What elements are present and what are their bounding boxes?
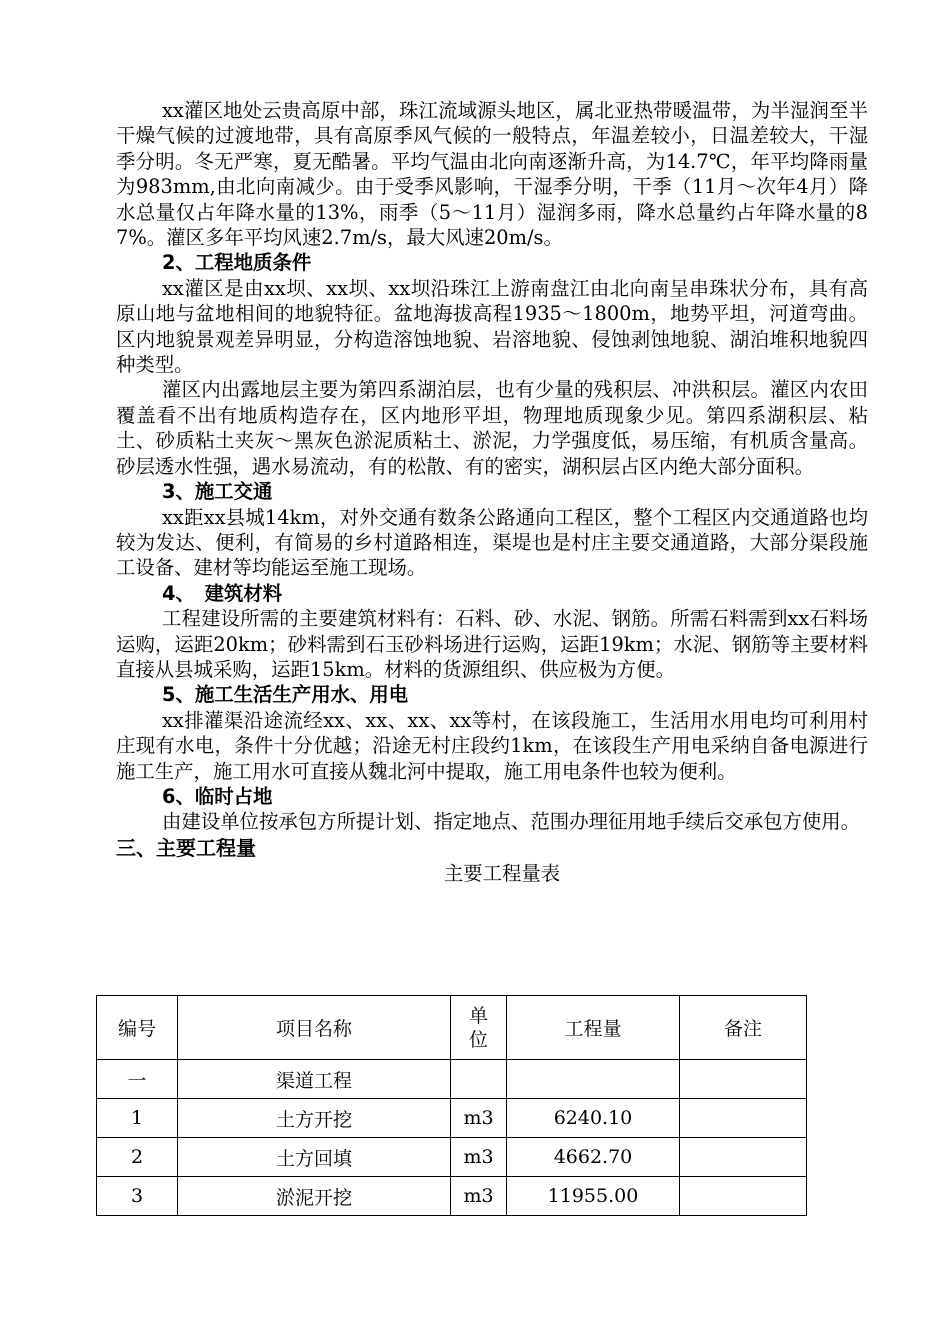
land-paragraph: 由建设单位按承包方所提计划、指定地点、范围办理征用地手续后交承包方使用。 [162, 810, 861, 834]
table-row [97, 1138, 807, 1177]
utilities-paragraph: xx排灌渠沿途流经xx、xx、xx、xx等村，在该段施工，生活用水用电均可利用村庄现有水电，条件十分优越；沿途无村庄段约1km，在该段生产用电采纳自备电源进行施工生产，施工用水可直接从魏北河中提取，施工用电条件也较为便利。 [116, 708, 868, 783]
climate-paragraph: xx灌区地处云贵高原中部，珠江流域源头地区，属北亚热带暖温带，为半湿润至半干燥气候的过渡地带，具有高原季风气候的一般特点，年温差较小，日温差较大，干湿季分明。冬无严寒，夏无酷暑。平均气温由北向南逐渐升高，为14.7℃，年平均降雨量为983mm,由北向南减少。由于受季风影响，干湿季分明，干季（11月～次年4月）降水总量仅占年降水量的13%，雨季（5～11月）湿润多雨，降水总量约占年降水量的87%。灌区多年平均风速2.7m/s，最大风速20m/s。 [116, 99, 868, 250]
row-no: 1 [97, 1099, 178, 1138]
document-body [116, 98, 868, 887]
table-caption: 主要工程量表 [443, 861, 561, 885]
row-note [680, 1099, 807, 1138]
row-qty [507, 1060, 680, 1099]
geology-heading: 2、工程地质条件 [162, 251, 312, 275]
row-note [680, 1177, 807, 1216]
table-row [97, 1177, 807, 1216]
row-name: 淤泥开挖 [178, 1177, 451, 1216]
quantity-table [96, 995, 807, 1216]
traffic-paragraph: xx距xx县城14km，对外交通有数条公路通向工程区，整个工程区内交通道路也均较为发达、便利，有简易的乡村道路相连，渠堤也是村庄主要交通道路，大部分渠段施工设备、建材等均能运至施工现场。 [116, 505, 868, 580]
row-note [680, 1060, 807, 1099]
header-no: 编号 [97, 996, 178, 1060]
land-heading: 6、临时占地 [162, 784, 273, 808]
row-name: 土方开挖 [178, 1099, 451, 1138]
utilities-heading: 5、施工生活生产用水、用电 [162, 683, 409, 707]
header-unit-top: 单 [468, 1004, 488, 1027]
header-note: 备注 [680, 996, 807, 1060]
traffic-heading: 3、施工交通 [162, 480, 273, 504]
row-unit: m3 [451, 1177, 507, 1216]
row-name: 渠道工程 [178, 1060, 451, 1099]
materials-paragraph: 工程建设所需的主要建筑材料有：石料、砂、水泥、钢筋。所需石料需到xx石料场运购，运距20km；砂料需到石玉砂料场进行运购，运距19km；水泥、钢筋等主要材料直接从县城采购，运距15km。材料的货源组织、供应极为方便。 [116, 607, 868, 681]
row-no: 3 [97, 1177, 178, 1216]
row-qty: 6240.10 [507, 1099, 680, 1138]
row-unit: m3 [451, 1138, 507, 1177]
table-header-row [97, 996, 807, 1060]
header-unit [451, 996, 507, 1060]
header-qty: 工程量 [507, 996, 680, 1060]
row-note [680, 1138, 807, 1177]
materials-heading: 4、 建筑材料 [162, 581, 283, 605]
row-no: 一 [97, 1060, 178, 1099]
geology-paragraph-2: 灌区内出露地层主要为第四系湖泊层，也有少量的残积层、冲洪积层。灌区内农田覆盖看不出有地质构造存在，区内地形平坦，物理地质现象少见。第四系湖积层、粘土、砂质粘土夹灰～黑灰色淤泥质粘土、淤泥，力学强度低，易压缩，有机质含量高。砂层透水性强，遇水易流动，有的松散、有的密实，湖积层占区内绝大部分面积。 [116, 378, 868, 478]
geology-paragraph-1: xx灌区是由xx坝、xx坝、xx坝沿珠江上游南盘江由北向南呈串珠状分布，具有高原山地与盆地相间的地貌特征。盆地海拔高程1935～1800m，地势平坦，河道弯曲。区内地貌景观差异明显，分构造溶蚀地貌、岩溶地貌、侵蚀剥蚀地貌、湖泊堆积地貌四种类型。 [116, 276, 868, 377]
row-qty: 4662.70 [507, 1138, 680, 1177]
row-qty: 11955.00 [507, 1177, 680, 1216]
section-title: 三、主要工程量 [116, 835, 256, 860]
row-unit [451, 1060, 507, 1099]
row-name: 土方回填 [178, 1138, 451, 1177]
header-unit-bottom: 位 [468, 1028, 488, 1051]
row-no: 2 [97, 1138, 178, 1177]
table-row [97, 1060, 807, 1099]
header-name: 项目名称 [178, 996, 451, 1060]
table-row [97, 1099, 807, 1138]
row-unit: m3 [451, 1099, 507, 1138]
